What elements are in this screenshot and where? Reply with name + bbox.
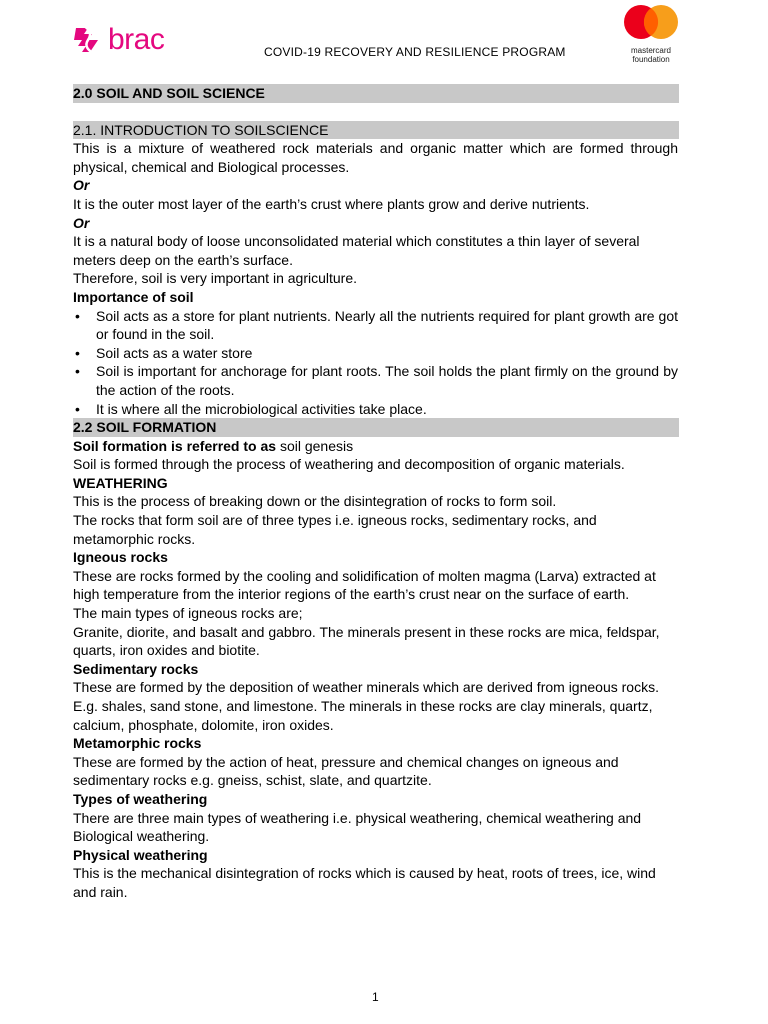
metamorphic-heading: Metamorphic rocks [73,735,202,752]
importance-list [73,307,678,419]
physical-weathering-heading: Physical weathering [73,846,208,863]
weathering-types-definition: There are three main types of weathering i.e. physical weathering, chemical weathering and Biological weathering. [73,809,642,845]
metamorphic-definition: These are formed by the action of heat, pressure and chemical changes on igneous and sedimentary rocks e.g. gneiss, schist, slate, and quartzite. [73,753,619,789]
formation-text: Soil is formed through the process of weathering and decomposition of organic materials. [73,456,625,473]
definition-3: It is a natural body of loose unconsolidated material which constitutes a thin layer of several meters deep on the earth’s surface. [73,233,640,268]
formation-label: Soil formation is referred to as [73,437,277,454]
page-header [0,0,768,80]
partner-caption-line2: foundation [632,55,670,64]
formation-term: soil genesis [276,437,354,454]
therefore-text: Therefore, soil is very important in agriculture. [73,270,357,287]
formation-line [73,437,678,456]
weathering-heading: WEATHERING [73,474,168,491]
sedimentary-definition: These are formed by the deposition of weather minerals which are derived from igneous rocks. E.g. shales, sand stone, and limestone. The minerals in these rocks are clay minerals, quartz, calcium, phosphate, dolomite, iron oxides. [73,679,659,733]
brac-logo-text: brac [108,23,165,56]
list-item: • Soil acts as a store for plant nutrients. Nearly all the nutrients required for plant growth are got or found in the soil. [73,307,678,344]
physical-weathering-definition: This is the mechanical disintegration of rocks which is caused by heat, roots of trees, ice, wind and rain. [73,865,656,900]
spacer [73,103,678,121]
section-heading-2-1: 2.1. INTRODUCTION TO SOILSCIENCE [73,121,679,140]
importance-heading: Importance of soil [73,288,194,305]
igneous-definition: These are rocks formed by the cooling and solidification of molten magma (Larva) extracted at high temperature from the interior regions of the earth’s crust near on the surface of earth. [73,567,656,603]
list-item: • Soil acts as a water store [73,344,678,363]
weathering-types-heading: Types of weathering [73,790,208,807]
definition-2: It is the outer most layer of the earth’s crust where plants grow and derive nutrients. [73,195,590,212]
rock-types-text: The rocks that form soil are of three types i.e. igneous rocks, sedimentary rocks, and metamorphic rocks. [73,512,597,547]
page-number: 1 [372,990,379,1004]
mastercard-circles-icon [623,4,679,40]
partner-caption [620,46,682,64]
brac-logo [72,24,164,56]
or-label: Or [73,177,90,194]
or-label: Or [73,214,90,231]
brac-mark-icon [72,24,104,56]
igneous-heading: Igneous rocks [73,549,168,566]
partner-caption-line1: mastercard [630,46,671,55]
igneous-types: Granite, diorite, and basalt and gabbro. The minerals present in these rocks are mica, feldspar, quarts, iron oxides and biotite. [73,623,660,659]
igneous-types-intro: The main types of igneous rocks are; [73,605,303,622]
list-item: • Soil is important for anchorage for plant roots. The soil holds the plant firmly on the ground by the action of the roots. [73,362,678,399]
list-item: • It is where all the microbiological activities take place. [73,400,678,419]
sedimentary-heading: Sedimentary rocks [73,660,199,677]
section-heading-2-0: 2.0 SOIL AND SOIL SCIENCE [73,84,679,103]
document-body [73,84,678,902]
section-heading-2-2: 2.2 SOIL FORMATION [73,418,679,437]
weathering-definition: This is the process of breaking down or the disintegration of rocks to form soil. [73,493,557,510]
mastercard-foundation-logo [620,4,682,64]
definition-1: This is a mixture of weathered rock materials and organic matter which are formed through physical, chemical and Biological processes. [73,140,678,175]
program-title: COVID-19 RECOVERY AND RESILIENCE PROGRAM [264,45,566,59]
